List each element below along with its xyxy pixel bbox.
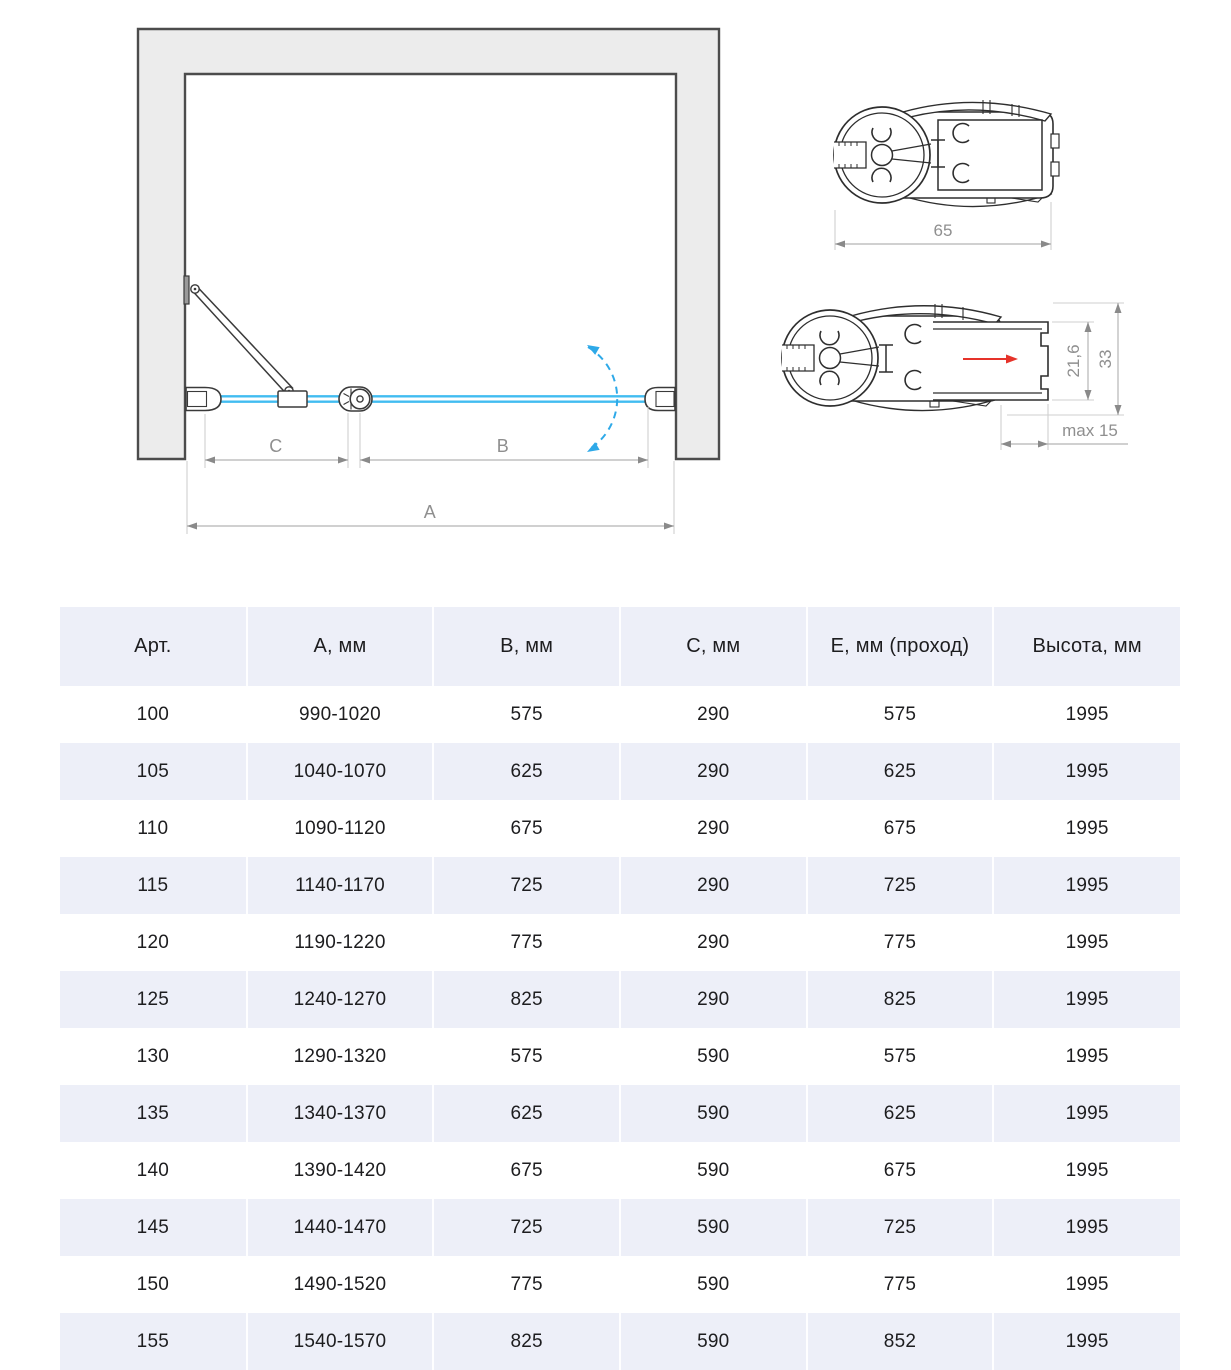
table-cell: 135 <box>136 1102 169 1124</box>
size-table-body <box>60 686 1180 1370</box>
table-row <box>60 1142 1180 1199</box>
hinge-icon <box>339 387 372 411</box>
table-row <box>60 1199 1180 1256</box>
table-cell: 775 <box>807 1256 994 1313</box>
table-cell: 1390-1420 <box>247 1142 434 1199</box>
table-cell: 825 <box>807 971 994 1028</box>
table-row <box>60 857 1180 914</box>
table-row <box>60 1313 1180 1370</box>
table-cell: 1995 <box>993 1142 1180 1199</box>
table-cell: 1190-1220 <box>247 914 434 971</box>
table-cell: 115 <box>137 874 169 896</box>
table-cell: 1995 <box>993 800 1180 857</box>
table-cell: 1540-1570 <box>247 1313 434 1370</box>
table-cell: 1340-1370 <box>247 1085 434 1142</box>
size-table-head <box>60 607 1180 686</box>
table-cell: 155 <box>136 1330 169 1352</box>
table-row <box>60 1085 1180 1142</box>
table-cell: 990-1020 <box>247 686 434 743</box>
table-cell: 1240-1270 <box>247 971 434 1028</box>
table-cell: 1995 <box>993 743 1180 800</box>
table-cell: 1090-1120 <box>247 800 434 857</box>
table-cell: 575 <box>433 1028 620 1085</box>
table-cell: 725 <box>807 857 994 914</box>
table-row <box>60 743 1180 800</box>
table-cell: 105 <box>136 760 169 782</box>
dim-21-6-label: 21,6 <box>1064 344 1083 378</box>
table-cell: 125 <box>136 988 169 1010</box>
glass-panel <box>205 396 650 401</box>
table-cell: 145 <box>136 1216 169 1238</box>
wall-profile-left-icon <box>186 388 221 411</box>
table-cell: 1995 <box>993 686 1180 743</box>
table-cell: 725 <box>807 1199 994 1256</box>
dim-65-label: 65 <box>933 221 953 240</box>
table-cell: 1140-1170 <box>247 857 434 914</box>
dimension-b <box>360 436 648 464</box>
dimension-a <box>187 502 674 530</box>
table-cell: 725 <box>433 1199 620 1256</box>
column-header: Е, мм (проход) <box>807 607 994 686</box>
table-cell: 675 <box>807 1142 994 1199</box>
dimension-max-15 <box>1001 404 1128 450</box>
table-cell: 590 <box>620 1199 807 1256</box>
bar-clamp-icon <box>278 391 307 407</box>
table-cell: 1290-1320 <box>247 1028 434 1085</box>
table-cell: 590 <box>620 1085 807 1142</box>
table-row <box>60 914 1180 971</box>
table-cell: 590 <box>620 1313 807 1370</box>
table-cell: 290 <box>620 800 807 857</box>
table-cell: 1490-1520 <box>247 1256 434 1313</box>
profile-top-view <box>834 100 1059 250</box>
dim-33-label: 33 <box>1096 349 1115 369</box>
table-cell: 625 <box>807 1085 994 1142</box>
table-cell: 120 <box>136 931 169 953</box>
column-header: Высота, мм <box>993 607 1180 686</box>
table-cell: 625 <box>807 743 994 800</box>
table-cell: 590 <box>620 1028 807 1085</box>
profile-side-view <box>782 303 1128 450</box>
sliding-insert <box>933 322 1048 400</box>
table-cell: 140 <box>136 1159 169 1181</box>
dimension-c <box>205 436 348 464</box>
table-cell: 575 <box>807 1028 994 1085</box>
size-table-wrap <box>60 607 1180 1370</box>
table-cell: 290 <box>620 857 807 914</box>
column-header: В, мм <box>433 607 620 686</box>
table-cell: 100 <box>136 703 169 725</box>
column-header: А, мм <box>247 607 434 686</box>
technical-drawing <box>0 0 1231 580</box>
table-cell: 1995 <box>993 1028 1180 1085</box>
swing-arc-icon <box>585 341 617 456</box>
table-row <box>60 686 1180 743</box>
table-cell: 675 <box>807 800 994 857</box>
table-cell: 825 <box>433 1313 620 1370</box>
table-cell: 1995 <box>993 857 1180 914</box>
dim-c-label: C <box>269 436 283 456</box>
column-header: С, мм <box>620 607 807 686</box>
table-row <box>60 971 1180 1028</box>
table-cell: 1995 <box>993 971 1180 1028</box>
front-view <box>138 29 719 534</box>
table-cell: 852 <box>807 1313 994 1370</box>
table-cell: 1995 <box>993 914 1180 971</box>
table-cell: 725 <box>433 857 620 914</box>
table-cell: 1995 <box>993 1085 1180 1142</box>
table-cell: 1040-1070 <box>247 743 434 800</box>
dimension-21-6 <box>1052 322 1094 400</box>
table-cell: 1995 <box>993 1313 1180 1370</box>
table-row <box>60 1028 1180 1085</box>
table-cell: 675 <box>433 1142 620 1199</box>
dimension-65 <box>835 202 1051 250</box>
table-cell: 575 <box>433 686 620 743</box>
table-cell: 775 <box>807 914 994 971</box>
table-cell: 590 <box>620 1256 807 1313</box>
table-cell: 775 <box>433 1256 620 1313</box>
table-cell: 1440-1470 <box>247 1199 434 1256</box>
table-cell: 130 <box>136 1045 169 1067</box>
column-header: Арт. <box>60 607 247 686</box>
table-cell: 1995 <box>993 1256 1180 1313</box>
table-cell: 1995 <box>993 1199 1180 1256</box>
table-cell: 290 <box>620 971 807 1028</box>
table-cell: 590 <box>620 1142 807 1199</box>
table-cell: 625 <box>433 1085 620 1142</box>
table-cell: 290 <box>620 686 807 743</box>
dim-max-15-label: max 15 <box>1062 421 1118 440</box>
header-row <box>60 607 1180 686</box>
table-cell: 290 <box>620 743 807 800</box>
table-cell: 675 <box>433 800 620 857</box>
table-cell: 625 <box>433 743 620 800</box>
table-cell: 825 <box>433 971 620 1028</box>
table-cell: 575 <box>807 686 994 743</box>
dim-b-label: B <box>496 436 510 456</box>
support-bar-icon <box>184 276 293 395</box>
table-cell: 110 <box>137 817 169 839</box>
table-cell: 150 <box>136 1273 169 1295</box>
table-row <box>60 1256 1180 1313</box>
wall <box>138 29 719 459</box>
dim-a-label: A <box>423 502 437 522</box>
size-table <box>60 607 1180 1370</box>
wall-profile-right-icon <box>645 388 675 411</box>
table-cell: 775 <box>433 914 620 971</box>
table-row <box>60 800 1180 857</box>
table-cell: 290 <box>620 914 807 971</box>
